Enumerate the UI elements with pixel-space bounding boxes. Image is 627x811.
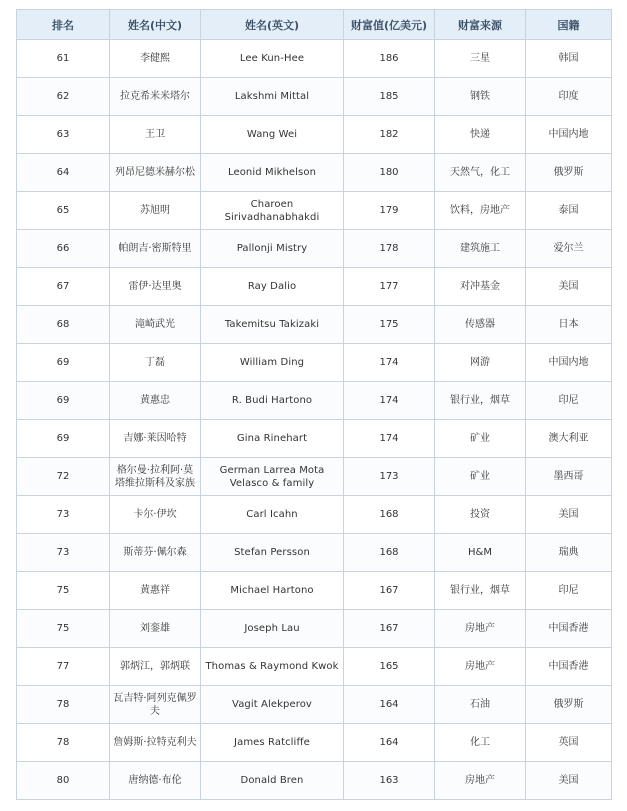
wealth-cell: 168	[344, 534, 435, 572]
wealth-cell: 174	[344, 382, 435, 420]
wealth-source-cell: 房地产	[435, 762, 526, 800]
name-english-cell: Charoen Sirivadhanabhakdi	[201, 192, 344, 230]
rich-list-table	[16, 9, 612, 800]
nationality-cell: 日本	[526, 306, 612, 344]
rank-cell: 75	[17, 610, 110, 648]
wealth-cell: 164	[344, 724, 435, 762]
nationality-cell: 俄罗斯	[526, 154, 612, 192]
wealth-source-cell: 矿业	[435, 458, 526, 496]
wealth-cell: 178	[344, 230, 435, 268]
wealth-cell: 163	[344, 762, 435, 800]
name-english-cell: Pallonji Mistry	[201, 230, 344, 268]
wealth-source-cell: 石油	[435, 686, 526, 724]
wealth-source-cell: 房地产	[435, 610, 526, 648]
wealth-source-cell: 钢铁	[435, 78, 526, 116]
wealth-cell: 165	[344, 648, 435, 686]
name-english-cell: German Larrea Mota Velasco & family	[201, 458, 344, 496]
wealth-cell: 174	[344, 420, 435, 458]
table-row	[17, 572, 612, 610]
name-english-cell: James Ratcliffe	[201, 724, 344, 762]
table-row	[17, 306, 612, 344]
rank-cell: 78	[17, 686, 110, 724]
nationality-cell: 中国香港	[526, 648, 612, 686]
wealth-cell: 167	[344, 572, 435, 610]
table-row	[17, 686, 612, 724]
rank-cell: 69	[17, 420, 110, 458]
name-chinese-cell: 拉克希米米塔尔	[110, 78, 201, 116]
rank-cell: 68	[17, 306, 110, 344]
table-row	[17, 458, 612, 496]
name-english-cell: Gina Rinehart	[201, 420, 344, 458]
wealth-source-cell: 对冲基金	[435, 268, 526, 306]
name-english-cell: Lee Kun-Hee	[201, 40, 344, 78]
name-english-cell: Stefan Persson	[201, 534, 344, 572]
rank-cell: 73	[17, 496, 110, 534]
nationality-cell: 中国内地	[526, 344, 612, 382]
wealth-cell: 182	[344, 116, 435, 154]
wealth-source-cell: 饮料，房地产	[435, 192, 526, 230]
name-chinese-cell: 丁磊	[110, 344, 201, 382]
table-row	[17, 154, 612, 192]
header-wealth-source: 财富来源	[435, 10, 526, 40]
wealth-cell: 164	[344, 686, 435, 724]
nationality-cell: 中国香港	[526, 610, 612, 648]
table-row	[17, 40, 612, 78]
header-nationality: 国籍	[526, 10, 612, 40]
nationality-cell: 美国	[526, 268, 612, 306]
name-chinese-cell: 列昂尼德米赫尔松	[110, 154, 201, 192]
wealth-cell: 168	[344, 496, 435, 534]
wealth-cell: 174	[344, 344, 435, 382]
table-row	[17, 534, 612, 572]
wealth-source-cell: 三星	[435, 40, 526, 78]
name-english-cell: Wang Wei	[201, 116, 344, 154]
name-chinese-cell: 滝崎武光	[110, 306, 201, 344]
name-chinese-cell: 帕朗吉·密斯特里	[110, 230, 201, 268]
nationality-cell: 爱尔兰	[526, 230, 612, 268]
rank-cell: 65	[17, 192, 110, 230]
nationality-cell: 澳大利亚	[526, 420, 612, 458]
table-row	[17, 724, 612, 762]
nationality-cell: 印尼	[526, 382, 612, 420]
rich-list-table-container	[16, 9, 611, 800]
wealth-source-cell: 建筑施工	[435, 230, 526, 268]
rank-cell: 69	[17, 382, 110, 420]
table-row	[17, 382, 612, 420]
name-english-cell: Joseph Lau	[201, 610, 344, 648]
wealth-source-cell: 投资	[435, 496, 526, 534]
wealth-source-cell: H&M	[435, 534, 526, 572]
name-english-cell: Vagit Alekperov	[201, 686, 344, 724]
wealth-source-cell: 快递	[435, 116, 526, 154]
wealth-cell: 179	[344, 192, 435, 230]
name-chinese-cell: 黄惠祥	[110, 572, 201, 610]
name-chinese-cell: 刘銮雄	[110, 610, 201, 648]
rank-cell: 78	[17, 724, 110, 762]
wealth-source-cell: 银行业，烟草	[435, 382, 526, 420]
wealth-cell: 175	[344, 306, 435, 344]
rank-cell: 77	[17, 648, 110, 686]
rank-cell: 69	[17, 344, 110, 382]
table-row	[17, 192, 612, 230]
nationality-cell: 泰国	[526, 192, 612, 230]
table-row	[17, 610, 612, 648]
header-name-chinese: 姓名(中文)	[110, 10, 201, 40]
name-chinese-cell: 瓦吉特·阿列克佩罗夫	[110, 686, 201, 724]
name-english-cell: Michael Hartono	[201, 572, 344, 610]
table-row	[17, 648, 612, 686]
wealth-cell: 185	[344, 78, 435, 116]
nationality-cell: 瑞典	[526, 534, 612, 572]
table-header-row	[17, 10, 612, 40]
rank-cell: 72	[17, 458, 110, 496]
name-chinese-cell: 詹姆斯·拉特克利夫	[110, 724, 201, 762]
rank-cell: 66	[17, 230, 110, 268]
name-english-cell: Takemitsu Takizaki	[201, 306, 344, 344]
name-chinese-cell: 王卫	[110, 116, 201, 154]
wealth-source-cell: 房地产	[435, 648, 526, 686]
nationality-cell: 印尼	[526, 572, 612, 610]
nationality-cell: 韩国	[526, 40, 612, 78]
rank-cell: 67	[17, 268, 110, 306]
name-chinese-cell: 格尔曼·拉利阿·莫塔维拉斯科及家族	[110, 458, 201, 496]
rank-cell: 64	[17, 154, 110, 192]
wealth-source-cell: 矿业	[435, 420, 526, 458]
wealth-cell: 180	[344, 154, 435, 192]
table-row	[17, 496, 612, 534]
nationality-cell: 墨西哥	[526, 458, 612, 496]
table-row	[17, 344, 612, 382]
table-row	[17, 420, 612, 458]
wealth-source-cell: 天然气，化工	[435, 154, 526, 192]
name-english-cell: Carl Icahn	[201, 496, 344, 534]
nationality-cell: 印度	[526, 78, 612, 116]
nationality-cell: 英国	[526, 724, 612, 762]
table-row	[17, 762, 612, 800]
rank-cell: 61	[17, 40, 110, 78]
table-row	[17, 230, 612, 268]
nationality-cell: 美国	[526, 496, 612, 534]
table-row	[17, 268, 612, 306]
name-chinese-cell: 黄惠忠	[110, 382, 201, 420]
header-name-english: 姓名(英文)	[201, 10, 344, 40]
header-rank: 排名	[17, 10, 110, 40]
rank-cell: 63	[17, 116, 110, 154]
name-chinese-cell: 吉娜·莱因哈特	[110, 420, 201, 458]
name-english-cell: Donald Bren	[201, 762, 344, 800]
header-wealth: 财富值(亿美元)	[344, 10, 435, 40]
wealth-cell: 173	[344, 458, 435, 496]
nationality-cell: 美国	[526, 762, 612, 800]
name-english-cell: R. Budi Hartono	[201, 382, 344, 420]
wealth-source-cell: 网游	[435, 344, 526, 382]
name-chinese-cell: 雷伊·达里奥	[110, 268, 201, 306]
wealth-cell: 186	[344, 40, 435, 78]
rank-cell: 62	[17, 78, 110, 116]
name-english-cell: Lakshmi Mittal	[201, 78, 344, 116]
name-english-cell: Thomas & Raymond Kwok	[201, 648, 344, 686]
name-chinese-cell: 苏旭明	[110, 192, 201, 230]
table-row	[17, 78, 612, 116]
rank-cell: 75	[17, 572, 110, 610]
nationality-cell: 中国内地	[526, 116, 612, 154]
name-chinese-cell: 李健熙	[110, 40, 201, 78]
rank-cell: 80	[17, 762, 110, 800]
name-english-cell: Ray Dalio	[201, 268, 344, 306]
name-english-cell: William Ding	[201, 344, 344, 382]
name-chinese-cell: 唐纳德·布伦	[110, 762, 201, 800]
name-chinese-cell: 郭炳江，郭炳联	[110, 648, 201, 686]
name-chinese-cell: 卡尔·伊坎	[110, 496, 201, 534]
table-row	[17, 116, 612, 154]
rank-cell: 73	[17, 534, 110, 572]
wealth-source-cell: 化工	[435, 724, 526, 762]
wealth-cell: 167	[344, 610, 435, 648]
name-english-cell: Leonid Mikhelson	[201, 154, 344, 192]
table-body	[17, 40, 612, 800]
wealth-source-cell: 传感器	[435, 306, 526, 344]
nationality-cell: 俄罗斯	[526, 686, 612, 724]
name-chinese-cell: 斯蒂芬·佩尔森	[110, 534, 201, 572]
wealth-source-cell: 银行业，烟草	[435, 572, 526, 610]
wealth-cell: 177	[344, 268, 435, 306]
